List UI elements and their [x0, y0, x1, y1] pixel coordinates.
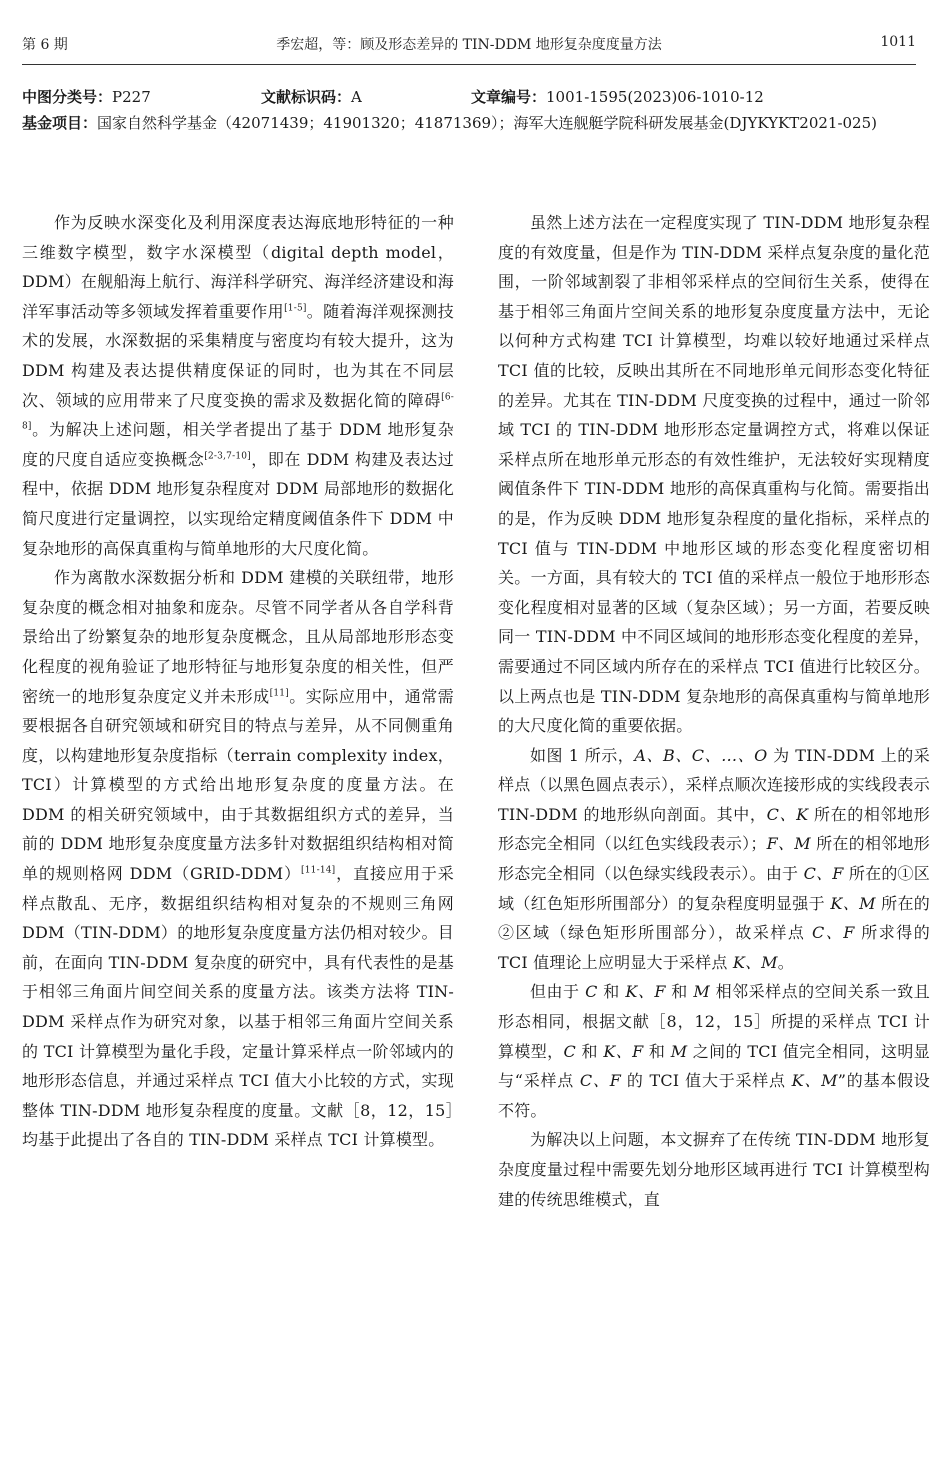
clc-value: P227 — [112, 88, 151, 106]
fund-label: 基金项目： — [22, 114, 98, 132]
citation: [6-8] — [22, 392, 454, 432]
citation: [1-5] — [284, 303, 307, 314]
running-header — [22, 30, 916, 58]
article-no-label: 文章编号： — [471, 88, 547, 106]
paragraph: 虽然上述方法在一定程度实现了 TIN-DDM 地形复杂程度的有效度量，但是作为 TIN-DDM 采样点复杂度的量化范围，一阶邻域割裂了非相邻采样点的空间衍生关系，使得在基于相邻三角面片空间关系的地形复杂度度量方法中，无论以何种方式构建 TCI 计算模型，均难以较好地通过采样点 TCI 值的比较，反映出其所在不同地形单元间形态变化特征的差异。尤其在 TIN-DDM 尺度变换的过程中，通过一阶邻域 TCI 的 TIN-DDM 地形形态定量调控方式，将难以保证采样点所在地形单元形态的有效性维护，无法较好实现精度阈值条件下 TIN-DDM 地形的高保真重构与化简。需要指出的是，作为反映 DDM 地形复杂程度的量化指标，采样点的 TCI 值与 TIN-DDM 中地形区域的形态变化程度密切相关。一方面，具有较大的 TCI 值的采样点一般位于地形形态变化程度相对显著的区域（复杂区域）；另一方面，若要反映同一 TIN-DDM 中不同区域间的地形形态变化程度的差异，需要通过不同区域内所存在的采样点 TCI 值进行比较区分。以上两点也是 TIN-DDM 复杂地形的高保真重构与简单地形的大尺度化简的重要依据。 — [498, 213, 930, 736]
paragraph: 但由于 C 和 K、F 和 M 相邻采样点的空间关系一致且形态相同，根据文献［8，12，15］所提的采样点 TCI 计算模型，C 和 K、F 和 M 之间的 TCI 值完全相同，这明显与“采样点 C、F 的 TCI 值大于采样点 K、M”的基本假设不符。 — [498, 982, 931, 1120]
citation: [11] — [269, 688, 289, 699]
running-title: 季宏超，等：顾及形态差异的 TIN-DDM 地形复杂度度量方法 — [276, 37, 662, 53]
right-column — [498, 208, 930, 1214]
header-divider — [22, 64, 916, 65]
fund-info — [22, 110, 926, 136]
issue-number: 第 6 期 — [22, 37, 68, 53]
paragraph: 为解决以上问题，本文摒弃了在传统 TIN-DDM 地形复杂度度量过程中需要先划分地形区域再进行 TCI 计算模型构建的传统思维模式，直 — [498, 1130, 930, 1209]
paragraph: 如图 1 所示，A、B、C、…、O 为 TIN-DDM 上的采样点（以黑色圆点表示），采样点顺次连接形成的实线段表示 TIN-DDM 的地形纵向剖面。其中，C、K 所在的相邻地形形态完全相同（以红色实线段表示）；F、M 所在的相邻地形形态完全相同（以色绿实线段表示）。由于 C、F 所在的①区域（红色矩形所围部分）的复杂程度明显强于 K、M 所在的②区域（绿色矩形所围部分），故采样点 C、F 所求得的 TCI 值理论上应明显大于采样点 K、M。 — [498, 745, 930, 972]
article-metadata — [22, 84, 926, 136]
paragraph: 作为反映水深变化及利用深度表达海底地形特征的一种三维数字模型，数字水深模型（digital depth model，DDM）在舰船海上航行、海洋科学研究、海洋经济建设和海洋军事活动等多领域发挥着重要作用[1-5]。随着海洋观探测技术的发展，水深数据的采集精度与密度均有较大提升，这为 DDM 构建及表达提供精度保证的同时，也为其在不同层次、领域的应用带来了尺度变换的需求及数据化简的障碍[6-8]。为解决上述问题，相关学者提出了基于 DDM 地形复杂度的尺度自适应变换概念[2-3,7-10]，即在 DDM 构建及表达过程中，依据 DDM 地形复杂程度对 DDM 局部地形的数据化简尺度进行定量调控，以实现给定精度阈值条件下 DDM 中复杂地形的高保真重构与简单地形的大尺度化简。 — [22, 213, 455, 558]
paragraph: 作为离散水深数据分析和 DDM 建模的关联纽带，地形复杂度的概念相对抽象和庞杂。尽管不同学者从各自学科背景给出了纷繁复杂的地形复杂度概念，且从局部地形形态变化程度的视角验证了地形特征与地形复杂度的相关性，但严密统一的地形复杂度定义并未形成[11]。实际应用中，通常需要根据各自研究领域和研究目的特点与差异，从不同侧重角度，以构建地形复杂度指标（terrain complexity index，TCI）计算模型的方式给出地形复杂度的度量方法。在 DDM 的相关研究领域中，由于其数据组织方式的差异，当前的 DDM 地形复杂度度量方法多针对数据组织结构相对简单的规则格网 DDM（GRID-DDM）[11-14]，直接应用于采样点散乱、无序，数据组织结构相对复杂的不规则三角网 DDM（TIN-DDM）的地形复杂度度量方法仍相对较少。目前，在面向 TIN-DDM 复杂度的研究中，具有代表性的是基于相邻三角面片间空间关系的度量方法。该类方法将 TIN-DDM 采样点作为研究对象，以基于相邻三角面片空间关系的 TCI 计算模型为量化手段，定量计算采样点一阶邻域内的地形形态信息，并通过采样点 TCI 值大小比较的方式，实现整体 TIN-DDM 地形复杂程度的度量。文献［8，12，15］均基于此提出了各自的 TIN-DDM 采样点 TCI 计算模型。 — [22, 568, 454, 1150]
article-no-value: 1001-1595(2023)06-1010-12 — [546, 88, 764, 106]
doc-code-value: A — [351, 88, 362, 106]
citation: [2-3,7-10] — [204, 451, 251, 462]
left-column — [22, 208, 454, 1155]
clc-number — [22, 84, 151, 110]
fund-value: 国家自然科学基金（42071439；41901320；41871369）；海军大连舰艇学院科研发展基金(DJYKYKT2021-025) — [97, 114, 877, 132]
citation: [11-14] — [301, 865, 336, 876]
document-code — [261, 84, 362, 110]
page-number: 1011 — [880, 34, 916, 50]
doc-code-label: 文献标识码： — [261, 88, 352, 106]
clc-label: 中图分类号： — [22, 88, 113, 106]
article-number — [471, 84, 764, 110]
